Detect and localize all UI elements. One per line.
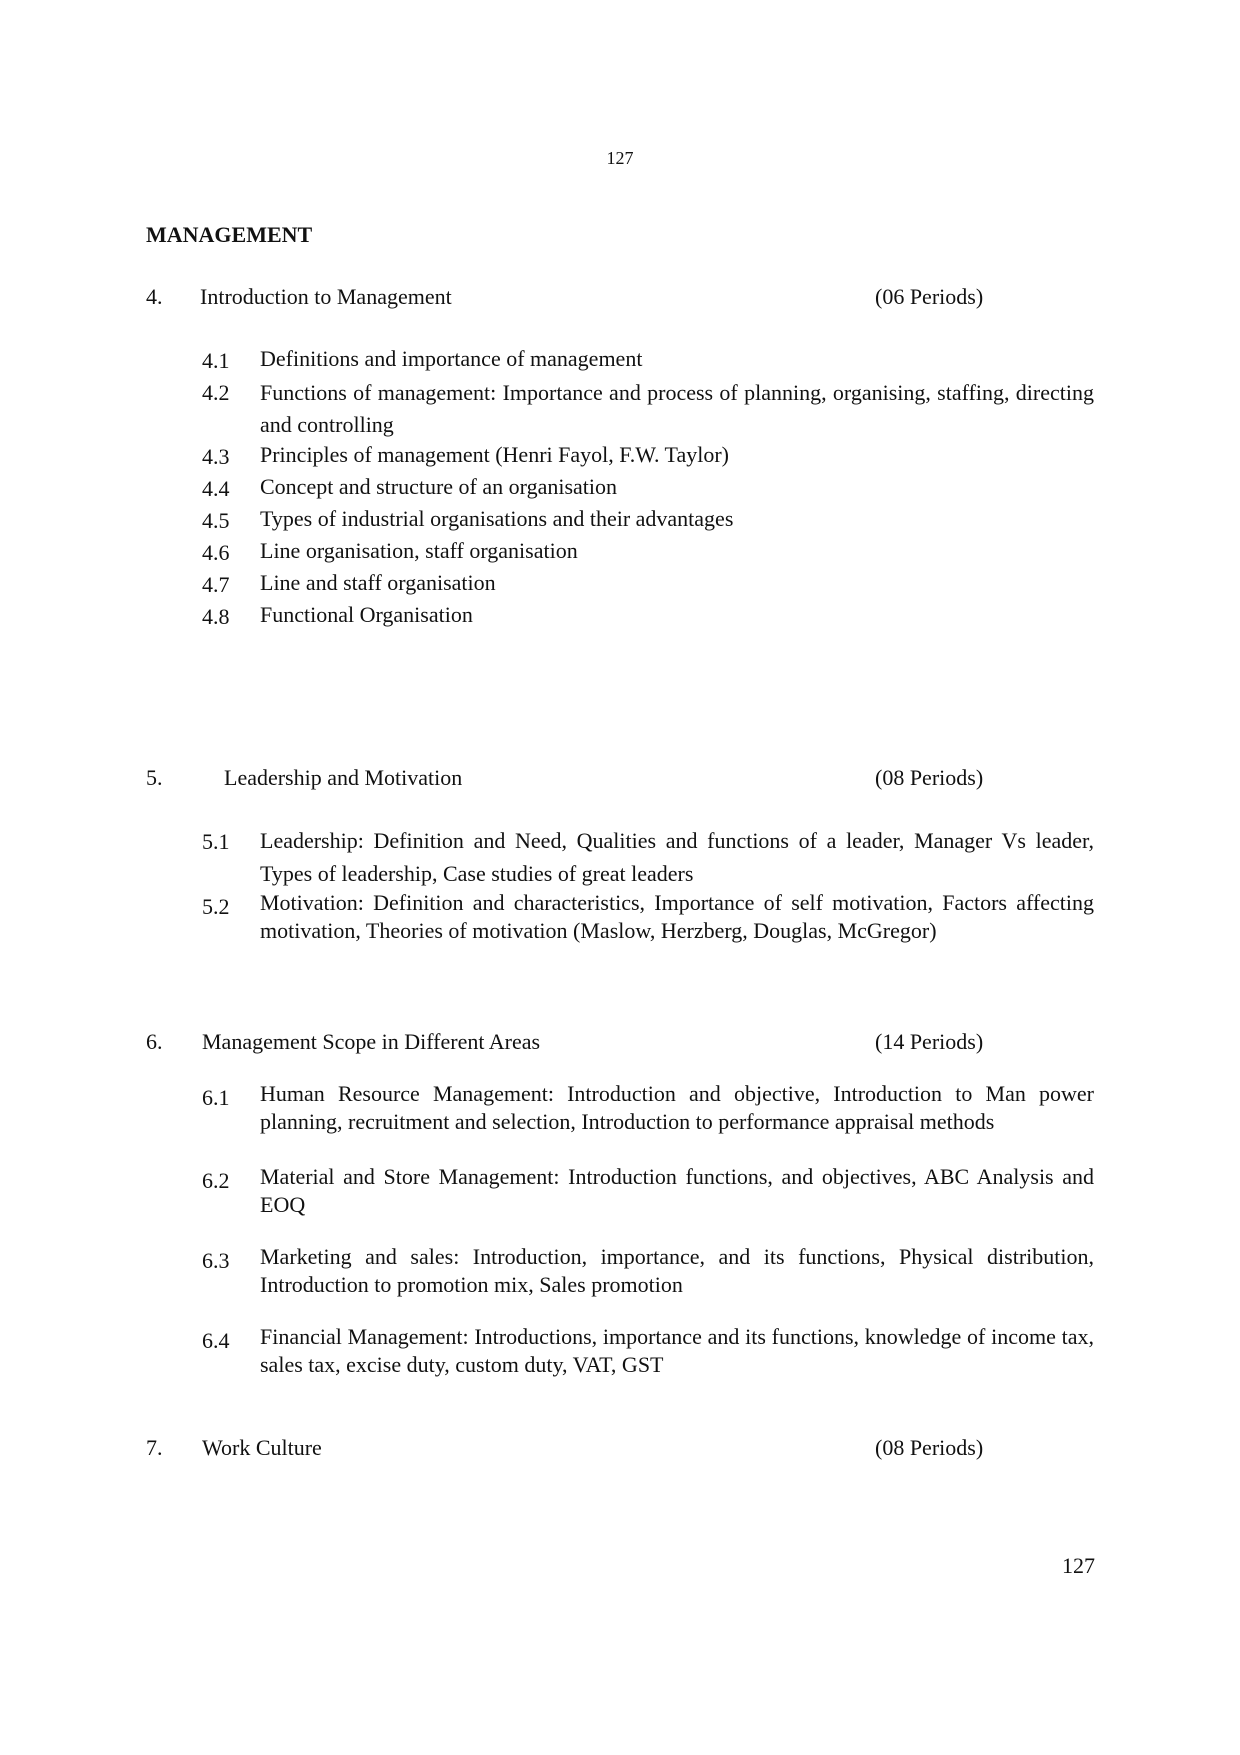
- item-number: 4.1: [202, 348, 230, 373]
- section-number: 7.: [146, 1435, 163, 1460]
- item-text: Leadership: Definition and Need, Qualities and functions of a leader, Manager Vs leader, Types of leadership, Case studies of great leaders: [260, 828, 1094, 886]
- item-text: Functional Organisation: [260, 602, 473, 627]
- item-text: Material and Store Management: Introduction functions, and objectives, ABC Analysis and EOQ: [260, 1164, 1094, 1217]
- item-text: Principles of management (Henri Fayol, F.W. Taylor): [260, 442, 729, 467]
- item-number: 4.7: [202, 572, 230, 597]
- item-text: Line organisation, staff organisation: [260, 538, 578, 563]
- item-text: Motivation: Definition and characteristics, Importance of self motivation, Factors affecting motivation, Theories of motivation (Maslow, Herzberg, Douglas, McGregor): [260, 890, 1094, 943]
- section-number: 5.: [146, 765, 163, 790]
- section-title: Work Culture: [202, 1435, 322, 1460]
- item-number: 5.1: [202, 829, 230, 854]
- item-text: Line and staff organisation: [260, 570, 496, 595]
- item-number: 4.4: [202, 476, 230, 501]
- section-periods: (14 Periods): [875, 1029, 984, 1054]
- item-text: Types of industrial organisations and their advantages: [260, 506, 734, 531]
- item-number: 6.3: [202, 1248, 230, 1273]
- item-number: 6.4: [202, 1328, 230, 1353]
- item-number: 6.1: [202, 1085, 230, 1110]
- item-text: Marketing and sales: Introduction, importance, and its functions, Physical distribution, Introduction to promotion mix, Sales promotion: [260, 1244, 1094, 1297]
- section-periods: (08 Periods): [875, 1435, 984, 1460]
- page-number-bottom: 127: [1062, 1553, 1095, 1578]
- item-text: Human Resource Management: Introduction and objective, Introduction to Man power planning, recruitment and selection, Introduction to performance appraisal methods: [260, 1081, 1094, 1134]
- section-periods: (08 Periods): [875, 765, 984, 790]
- item-text: Financial Management: Introductions, importance and its functions, knowledge of income tax, sales tax, excise duty, custom duty, VAT, GST: [260, 1324, 1094, 1377]
- item-number: 4.3: [202, 444, 230, 469]
- section-title: Introduction to Management: [200, 284, 452, 309]
- section-number: 6.: [146, 1029, 163, 1054]
- item-number: 4.2: [202, 380, 230, 405]
- item-text: Concept and structure of an organisation: [260, 474, 617, 499]
- item-number: 4.8: [202, 604, 230, 629]
- item-text: Definitions and importance of management: [260, 346, 643, 371]
- item-number: 5.2: [202, 894, 230, 919]
- page-number-top: 127: [606, 148, 634, 168]
- item-text: Functions of management: Importance and process of planning, organising, staffing, directing and controlling: [260, 380, 1094, 437]
- section-periods: (06 Periods): [875, 284, 984, 309]
- section-title: Management Scope in Different Areas: [202, 1029, 541, 1054]
- item-number: 6.2: [202, 1168, 230, 1193]
- page-title: MANAGEMENT: [146, 222, 313, 247]
- item-number: 4.5: [202, 508, 230, 533]
- item-number: 4.6: [202, 540, 230, 565]
- section-title: Leadership and Motivation: [224, 765, 463, 790]
- section-number: 4.: [146, 284, 163, 309]
